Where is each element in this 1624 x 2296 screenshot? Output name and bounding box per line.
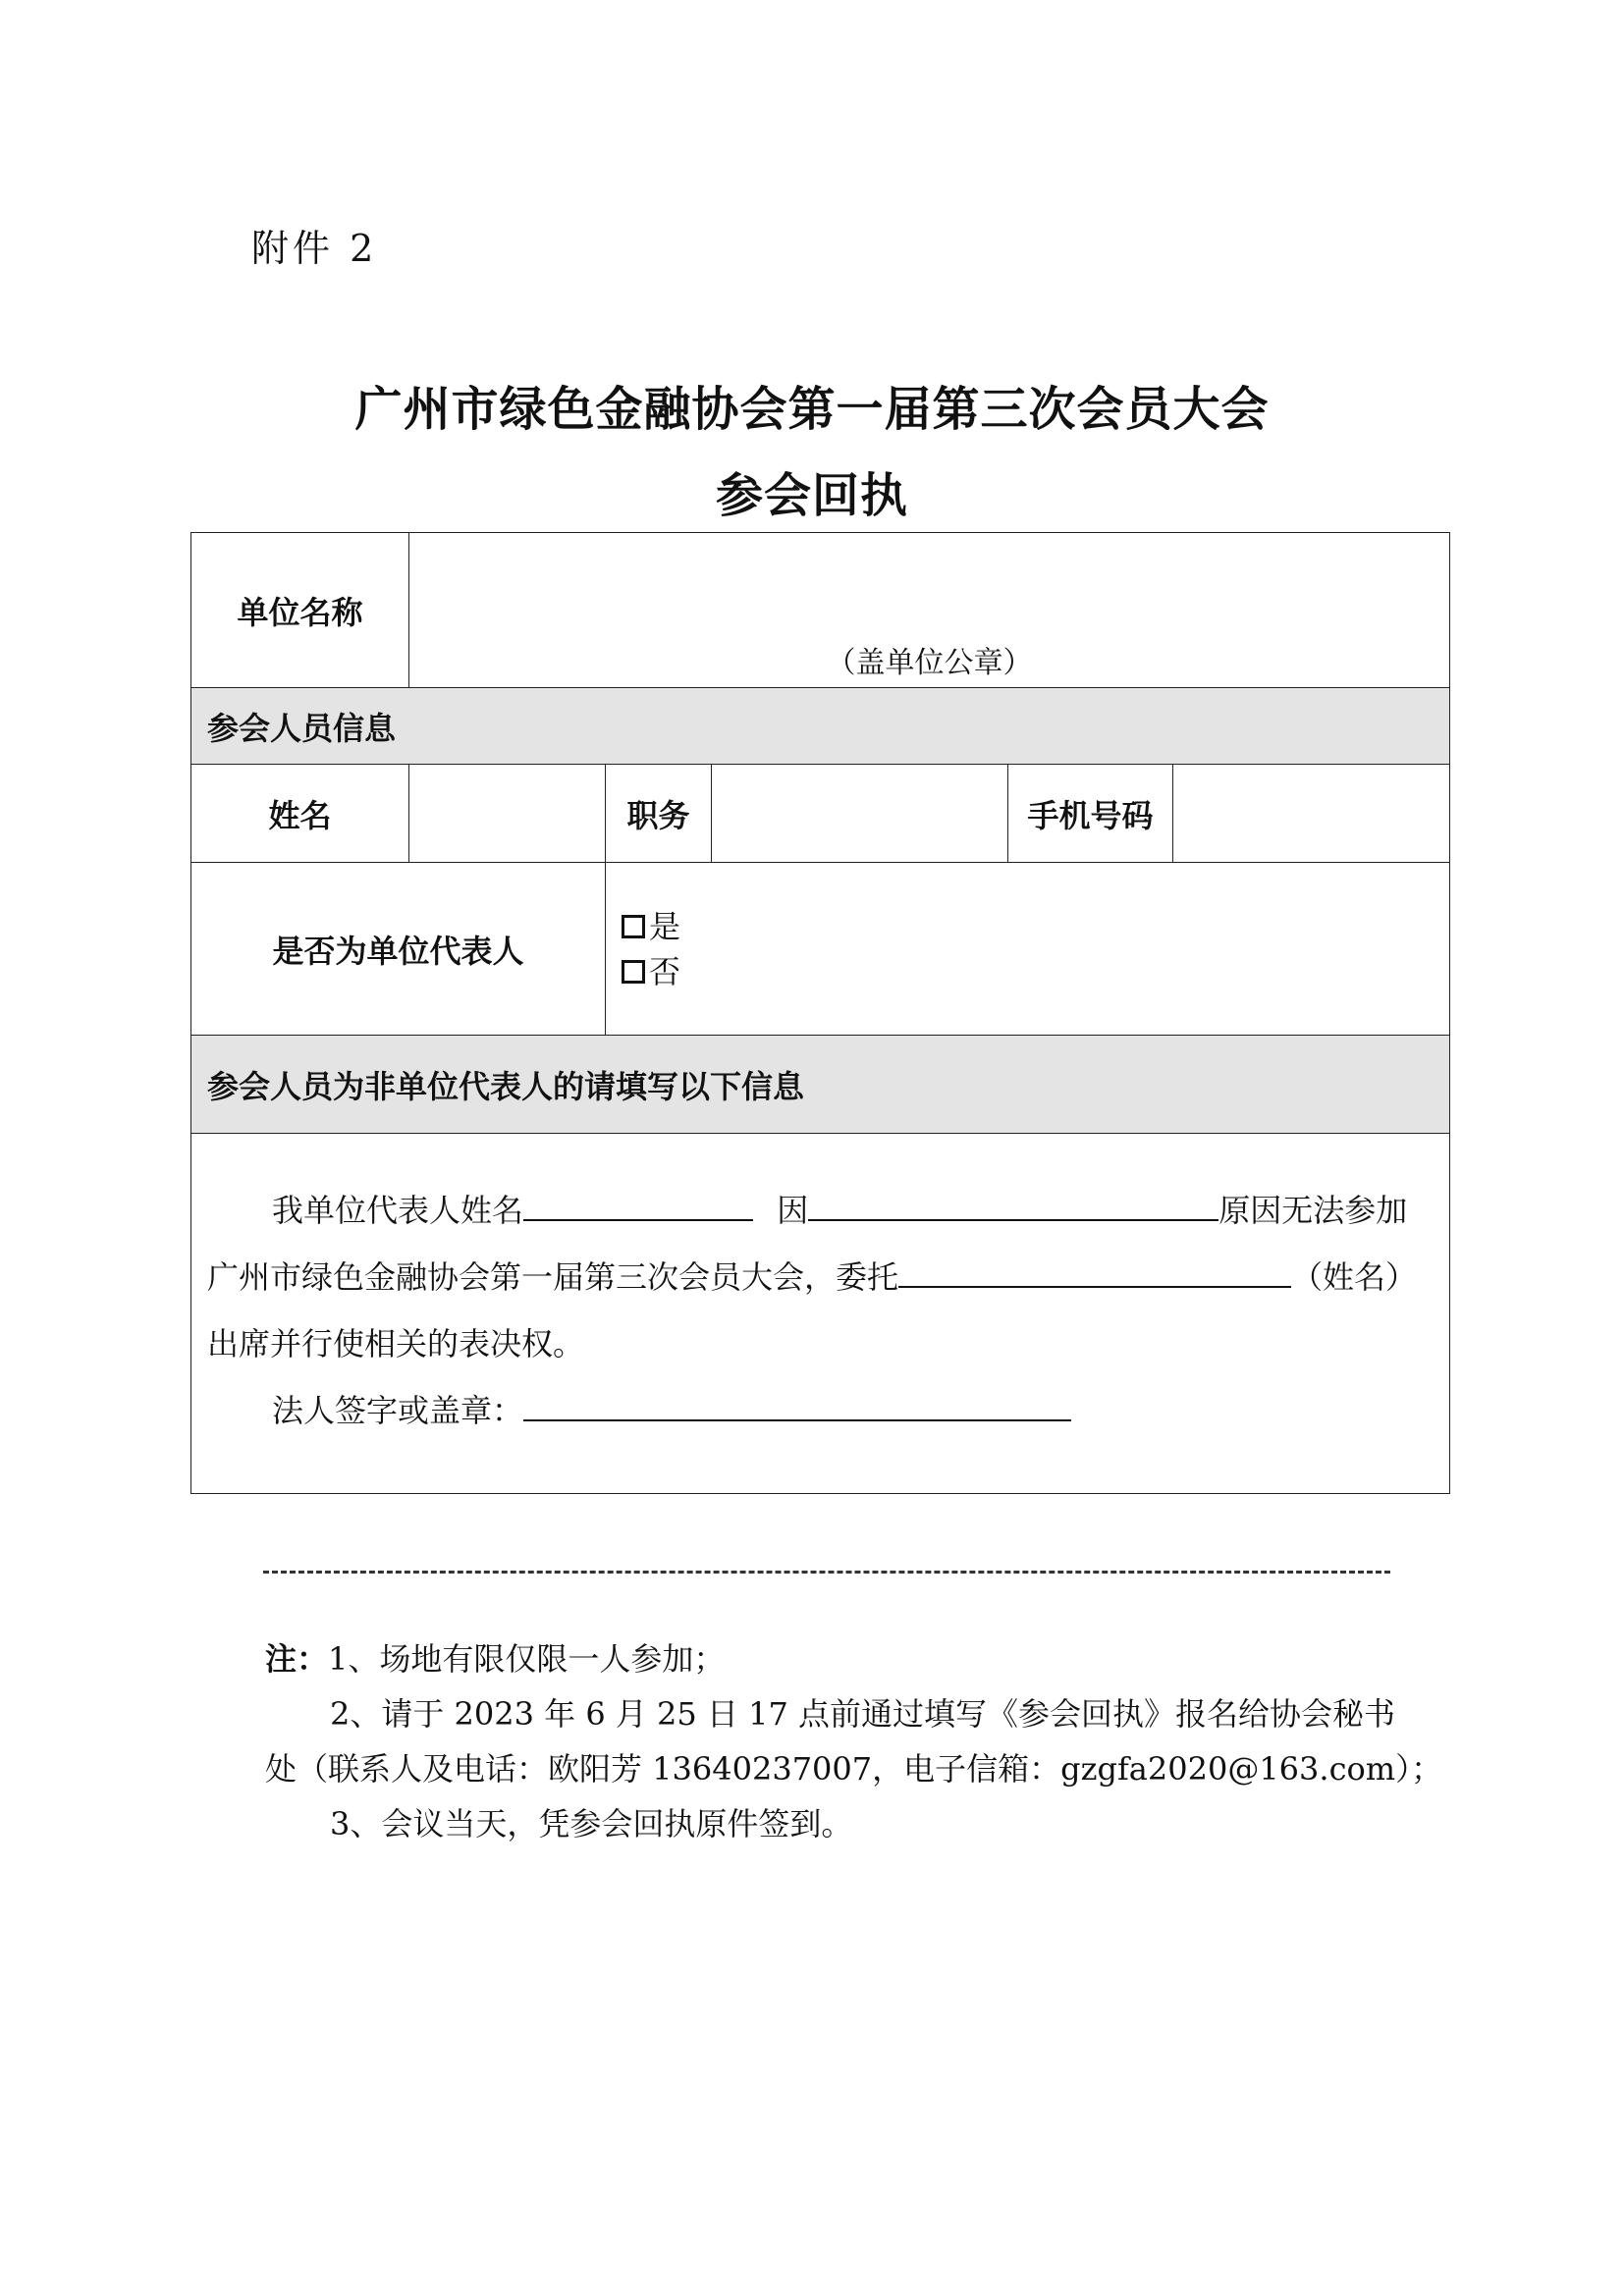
option-no-label: 否 <box>649 952 681 990</box>
receipt-form-table <box>190 532 1450 1494</box>
is-representative-options <box>606 863 1450 1036</box>
notes-label: 注： <box>265 1640 329 1678</box>
delegate-name-blank[interactable] <box>898 1253 1291 1288</box>
unit-name-field[interactable] <box>409 533 1450 688</box>
attachment-label: 附件 2 <box>251 227 378 270</box>
phone-label: 手机号码 <box>1008 765 1173 863</box>
proxy-info-section: 参会人员为非单位代表人的请填写以下信息 <box>191 1036 1450 1134</box>
note-3: 3、会议当天，凭参会回执原件签到。 <box>330 1805 853 1842</box>
phone-field[interactable] <box>1173 765 1450 863</box>
note-2-line-1: 2、请于 2023 年 6 月 25 日 17 点前通过填写《参会回执》报名给协会秘书 <box>330 1695 1395 1733</box>
option-no[interactable] <box>622 949 1449 994</box>
page-subtitle: 参会回执 <box>715 468 908 523</box>
note-2-line-2: 处（联系人及电话：欧阳芳 13640237007，电子信箱：gzgfa2020@163.com）； <box>265 1750 1443 1788</box>
note-1: 1、场地有限仅限一人参加； <box>328 1640 726 1678</box>
proxy-text-unable: 原因无法参加 <box>1218 1192 1408 1229</box>
proxy-text-meeting: 广州市绿色金融协会第一届第三次会员大会，委托 <box>207 1258 899 1296</box>
page-title: 广州市绿色金融协会第一届第三次会员大会 <box>354 382 1270 437</box>
proxy-text-because: 因 <box>777 1192 809 1229</box>
name-field[interactable] <box>409 765 606 863</box>
position-label: 职务 <box>606 765 712 863</box>
proxy-statement <box>191 1134 1450 1494</box>
attendee-info-section: 参会人员信息 <box>191 688 1450 765</box>
checkbox-yes[interactable] <box>622 915 645 938</box>
option-yes-label: 是 <box>649 907 681 945</box>
name-label: 姓名 <box>191 765 409 863</box>
proxy-text-name: （姓名） <box>1291 1258 1418 1296</box>
position-field[interactable] <box>712 765 1008 863</box>
proxy-text-rep-name: 我单位代表人姓名 <box>272 1192 524 1229</box>
notes-section <box>265 1631 1443 1851</box>
dashed-divider <box>263 1571 1390 1574</box>
is-representative-label: 是否为单位代表人 <box>191 863 606 1036</box>
rep-name-blank[interactable] <box>523 1186 753 1221</box>
seal-note: （盖单位公章） <box>826 646 1033 680</box>
unit-name-label: 单位名称 <box>191 533 409 688</box>
option-yes[interactable] <box>622 904 1449 949</box>
proxy-text-vote: 出席并行使相关的表决权。 <box>207 1325 585 1362</box>
checkbox-no[interactable] <box>622 960 645 984</box>
signature-blank[interactable] <box>523 1386 1071 1421</box>
reason-blank[interactable] <box>808 1186 1218 1221</box>
signature-label: 法人签字或盖章： <box>272 1392 524 1429</box>
